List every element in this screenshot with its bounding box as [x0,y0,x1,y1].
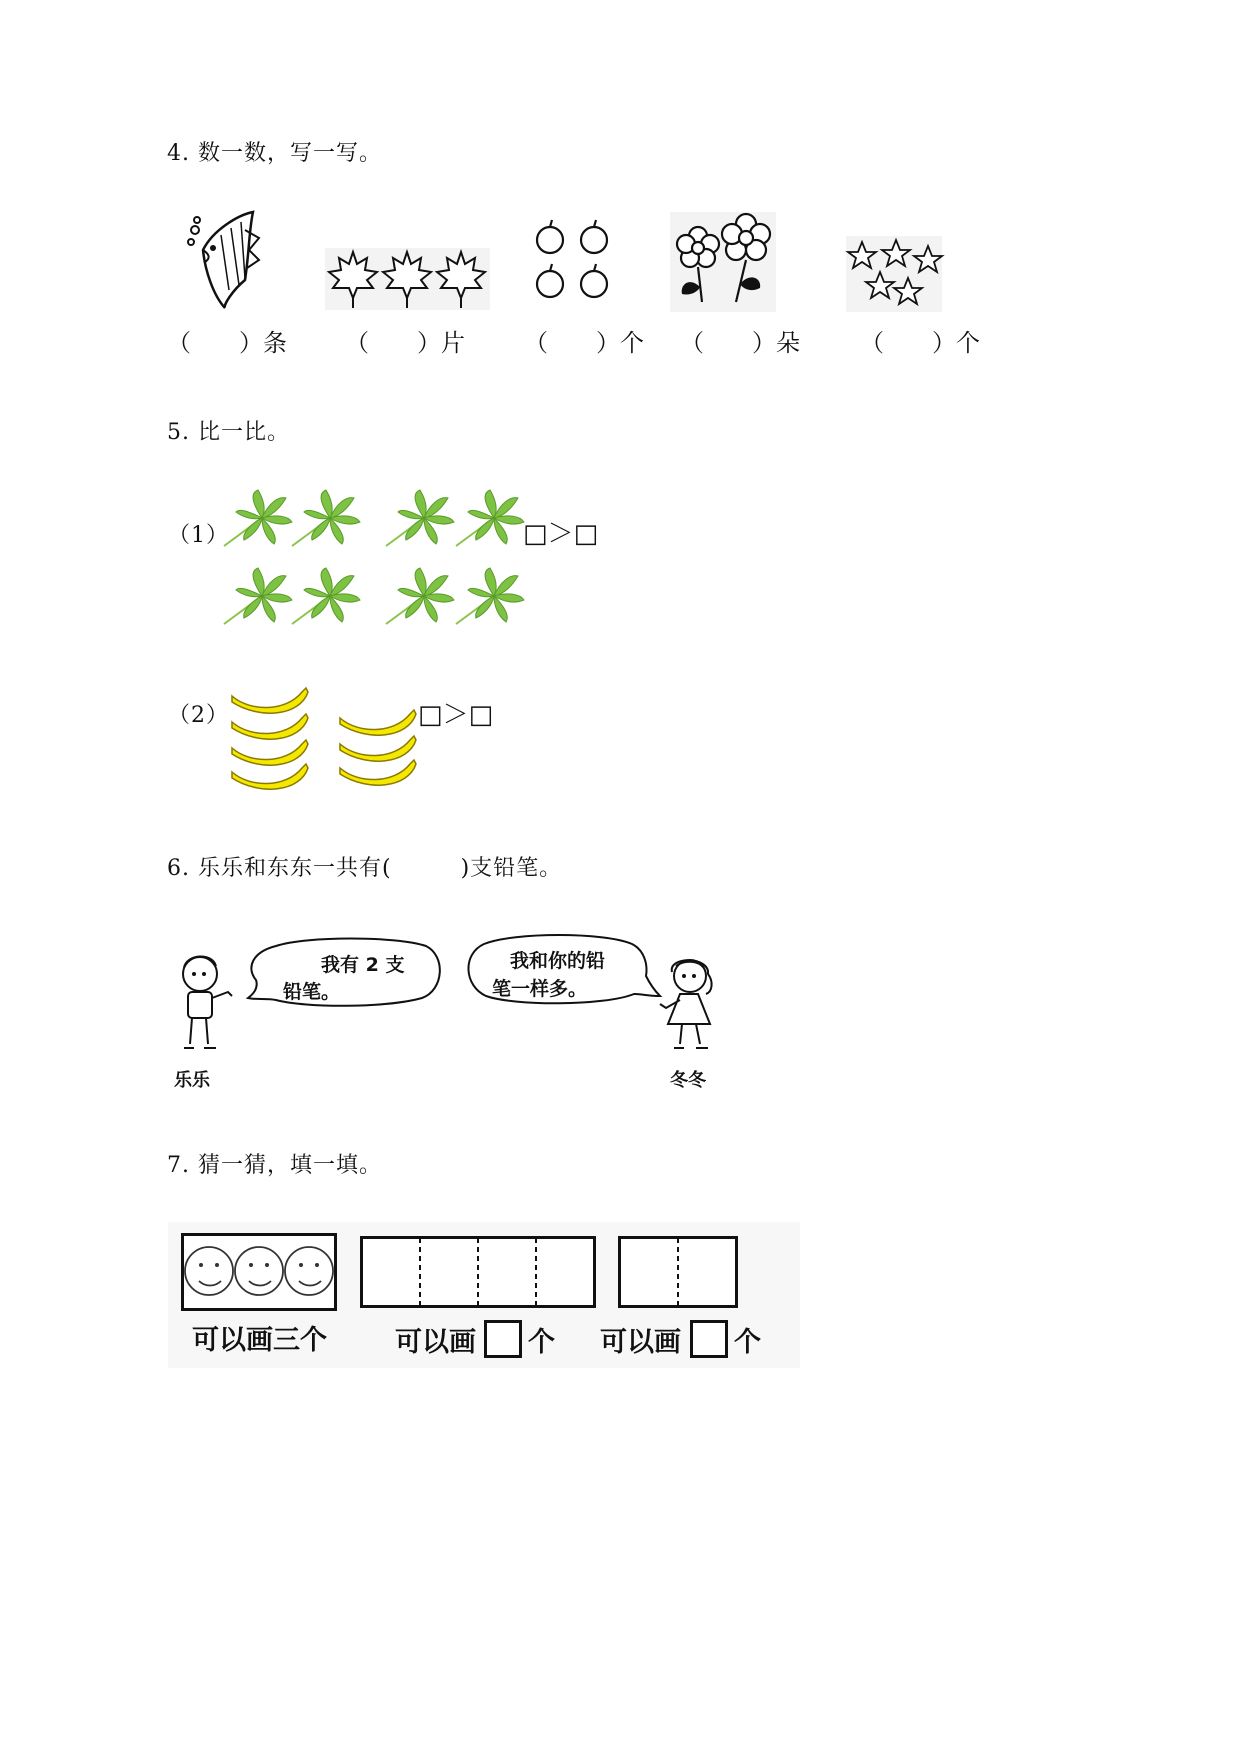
banana-icon [226,686,422,796]
girl-icon [658,952,730,1056]
girl-name: 冬冬 [670,1070,706,1091]
boy-speech-line2: 铅笔。 [283,981,341,1003]
girl-speech-line2: 笔一样多。 [492,978,588,1000]
question-4-title: 4. 数一数，写一写。 [167,141,382,166]
caption-two-suffix: 个 [734,1327,761,1358]
two-section-box [618,1236,738,1308]
question-7-title: 7. 猜一猜，填一填。 [167,1153,382,1178]
girl-speech-line1: 我和你的铅 [510,950,606,972]
caption-four-prefix: 可以画 [395,1327,476,1358]
answer-box-four[interactable] [484,1320,522,1358]
flower-icon [670,212,776,312]
answer-blank-fish[interactable]: （ ）条 [167,329,287,357]
answer-box-two[interactable] [690,1320,728,1358]
answer-blank-stars[interactable]: （ ）个 [860,329,980,357]
caption-two-prefix: 可以画 [600,1327,681,1358]
compare-2-label: （2） [168,703,229,728]
answer-blank-apples[interactable]: （ ）个 [524,329,644,357]
answer-blank-flowers[interactable]: （ ）朵 [680,329,800,357]
compare-1-boxes[interactable]: □＞□ [523,519,599,549]
smiley-faces-box [181,1233,337,1311]
apple-icon [532,218,612,300]
star-icon [846,236,942,312]
caption-faces: 可以画三个 [192,1325,327,1356]
compare-2-boxes[interactable]: □＞□ [418,700,494,730]
boy-icon [172,952,244,1056]
fish-icon [183,210,263,310]
compare-1-label: （1） [168,523,229,548]
maple-leaf-icon [325,248,490,310]
boy-name: 乐乐 [174,1070,210,1091]
question-6-title: 6. 乐乐和东东一共有( )支铅笔。 [167,856,563,881]
boy-speech-line1: 我有 2 支 [321,954,405,976]
caption-four-suffix: 个 [528,1327,555,1358]
four-section-box [360,1236,596,1308]
answer-blank-leaves[interactable]: （ ）片 [345,329,465,357]
question-5-title: 5. 比一比。 [167,420,290,445]
green-leaf-group [222,488,524,634]
